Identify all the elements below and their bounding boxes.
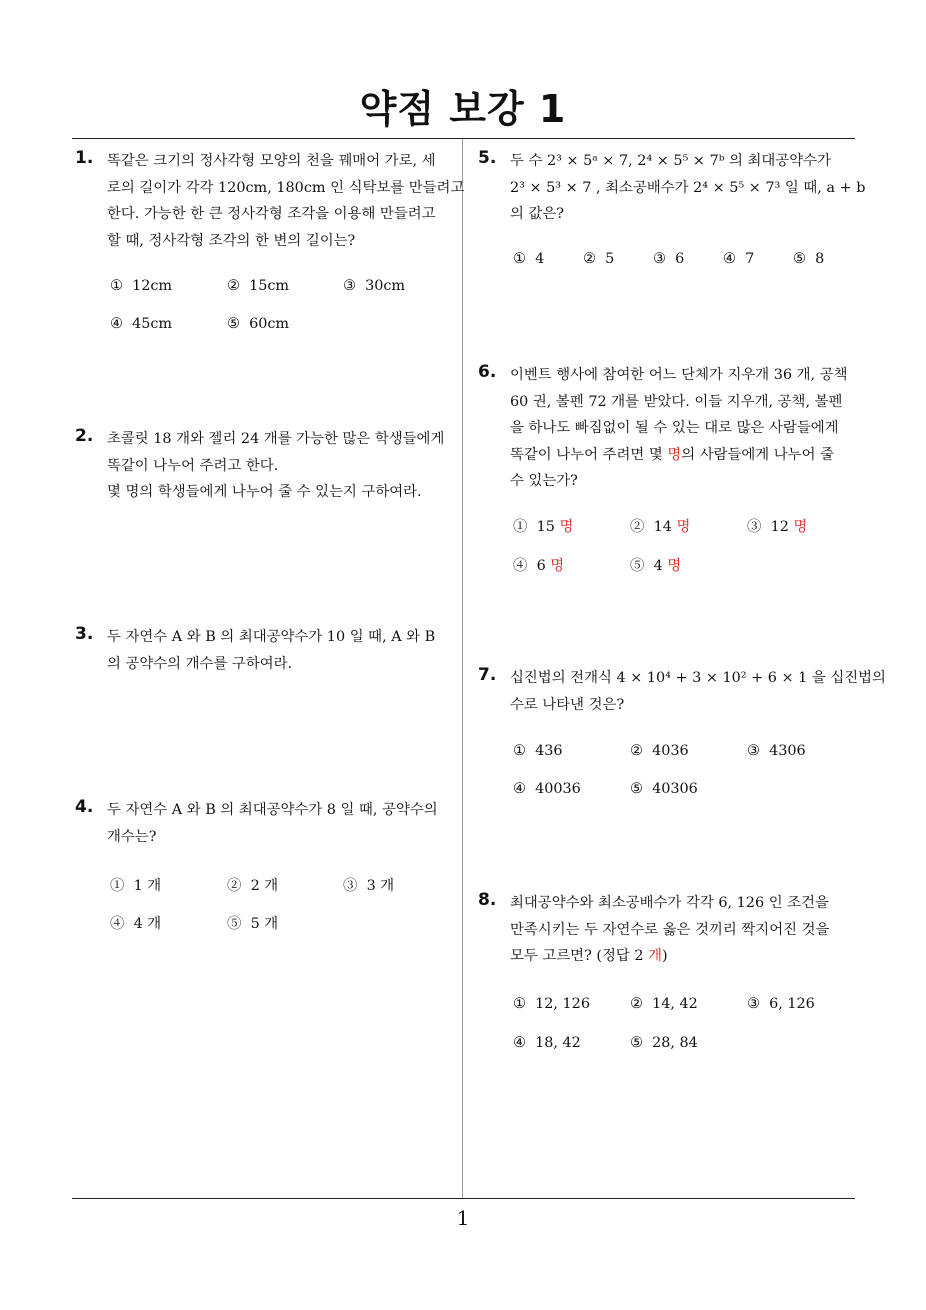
problem-text: 최대공약수와 최소공배수가 각각 6, 126 인 조건을 만족시키는 두 자연수로 옳은 것끼리 짝지어진 것을 모두 고르면? (정답 2 개) xyxy=(510,895,830,964)
choice-2[interactable]: ② 5 xyxy=(583,251,615,267)
choice-4[interactable]: ④ 7 xyxy=(723,251,755,267)
problem-2 xyxy=(75,426,460,516)
problem-number: 6. xyxy=(478,362,497,382)
problem-5 xyxy=(478,148,866,278)
problem-6 xyxy=(478,362,860,582)
choice-2[interactable]: ② 4036 xyxy=(630,743,689,759)
choice-1[interactable]: ① 1 개 xyxy=(110,878,162,894)
choice-5[interactable]: ⑤ 60cm xyxy=(227,316,290,332)
problem-1 xyxy=(75,148,465,348)
choice-1[interactable]: ① 4 xyxy=(513,251,545,267)
choice-2[interactable]: ② 15cm xyxy=(227,278,290,294)
choice-4[interactable]: ④ 6 명 xyxy=(513,558,565,574)
choice-5[interactable]: ⑤ 40306 xyxy=(630,781,698,797)
choice-5[interactable]: ⑤ 28, 84 xyxy=(630,1035,698,1051)
choice-1[interactable]: ① 12, 126 xyxy=(513,996,590,1012)
problem-number: 3. xyxy=(75,624,94,644)
problem-text: 이벤트 행사에 참여한 어느 단체가 지우개 36 개, 공책 60 권, 볼펜 72 개를 받았다. 이들 지우개, 공책, 볼펜 을 하나도 빠짐없이 될 수 있는 대로 많은 사람들에게 똑같이 나누어 주려면 몇 명의 사람들에게 나누어 줄 수 있는가? xyxy=(510,367,848,489)
choice-3[interactable]: ③ 6, 126 xyxy=(747,996,815,1012)
problem-4 xyxy=(75,797,460,947)
choice-3[interactable]: ③ 30cm xyxy=(343,278,406,294)
choice-1[interactable]: ① 15 명 xyxy=(513,519,574,535)
choice-5[interactable]: ⑤ 5 개 xyxy=(227,916,279,932)
problem-8 xyxy=(478,890,860,1060)
problem-text: 십진법의 전개식 4 × 10⁴ + 3 × 10² + 6 × 1 을 십진법의 수로 나타낸 것은? xyxy=(510,670,886,713)
choice-1[interactable]: ① 436 xyxy=(513,743,563,759)
problem-text: 두 자연수 A 와 B 의 최대공약수가 8 일 때, 공약수의 개수는? xyxy=(107,802,438,845)
choice-5[interactable]: ⑤ 8 xyxy=(793,251,825,267)
problem-number: 2. xyxy=(75,426,94,446)
page-number: 1 xyxy=(456,1206,470,1230)
problem-number: 1. xyxy=(75,148,94,168)
problem-number: 5. xyxy=(478,148,497,168)
choice-4[interactable]: ④ 40036 xyxy=(513,781,581,797)
column-divider xyxy=(462,139,463,1198)
choice-4[interactable]: ④ 4 개 xyxy=(110,916,162,932)
choice-3[interactable]: ③ 3 개 xyxy=(343,878,395,894)
problem-7 xyxy=(478,665,886,805)
top-rule xyxy=(72,138,855,139)
problem-3 xyxy=(75,624,460,684)
choice-4[interactable]: ④ 45cm xyxy=(110,316,173,332)
problem-number: 8. xyxy=(478,890,497,910)
choice-2[interactable]: ② 2 개 xyxy=(227,878,279,894)
problem-text: 두 자연수 A 와 B 의 최대공약수가 10 일 때, A 와 B 의 공약수의 개수를 구하여라. xyxy=(107,629,436,672)
choice-3[interactable]: ③ 12 명 xyxy=(747,519,808,535)
choice-4[interactable]: ④ 18, 42 xyxy=(513,1035,581,1051)
problem-text: 똑같은 크기의 정사각형 모양의 천을 꿰매어 가로, 세 로의 길이가 각각 120cm, 180cm 인 식탁보를 만들려고 한다. 가능한 한 큰 정사각형 조각을 이용해 만들려고 할 때, 정사각형 조각의 한 변의 길이는? xyxy=(107,153,465,249)
problem-text: 초콜릿 18 개와 젤리 24 개를 가능한 많은 학생들에게 똑같이 나누어 주려고 한다. 몇 명의 학생들에게 나누어 줄 수 있는지 구하여라. xyxy=(107,431,445,500)
problem-number: 7. xyxy=(478,665,497,685)
choice-1[interactable]: ① 12cm xyxy=(110,278,173,294)
page-title: 약점 보강 1 xyxy=(359,87,567,131)
bottom-rule xyxy=(72,1198,855,1199)
problem-text: 두 수 2³ × 5ᵃ × 7, 2⁴ × 5⁵ × 7ᵇ 의 최대공약수가 2³ × 5³ × 7 , 최소공배수가 2⁴ × 5⁵ × 7³ 일 때, a + b 의 값은? xyxy=(510,153,866,222)
problem-number: 4. xyxy=(75,797,94,817)
choice-5[interactable]: ⑤ 4 명 xyxy=(630,558,682,574)
choice-2[interactable]: ② 14, 42 xyxy=(630,996,698,1012)
choice-2[interactable]: ② 14 명 xyxy=(630,519,691,535)
choice-3[interactable]: ③ 6 xyxy=(653,251,685,267)
choice-3[interactable]: ③ 4306 xyxy=(747,743,806,759)
